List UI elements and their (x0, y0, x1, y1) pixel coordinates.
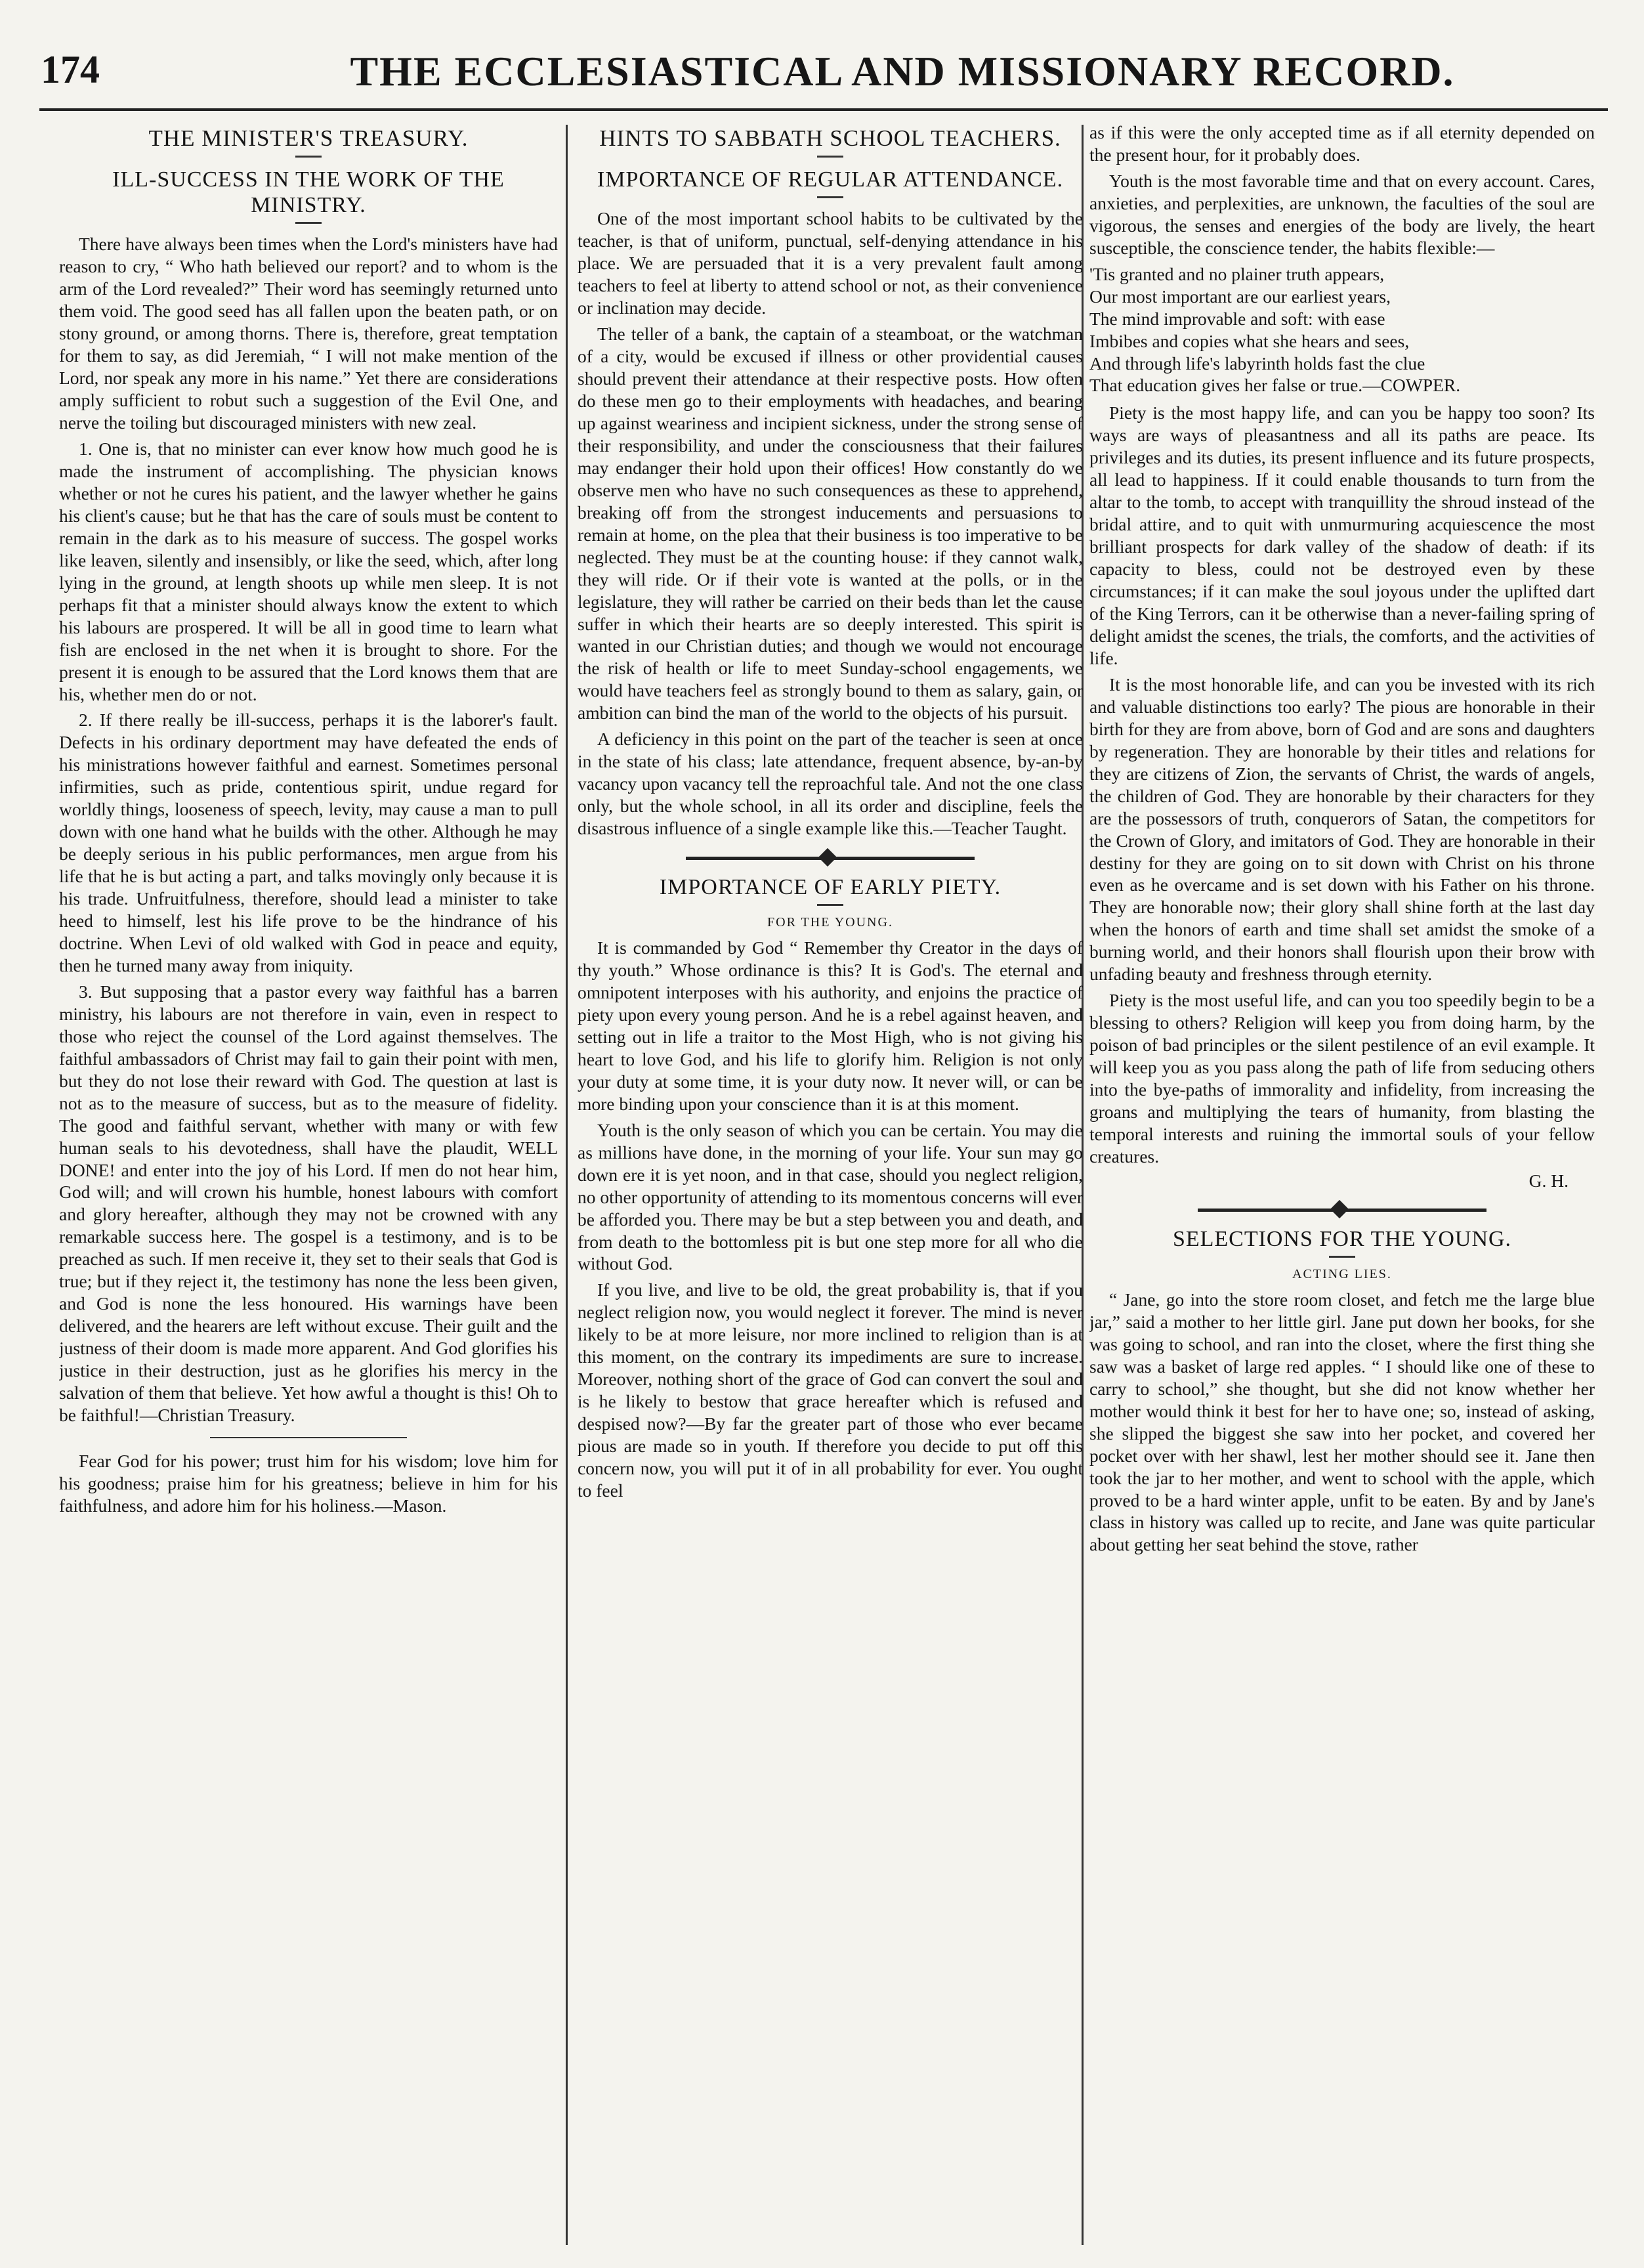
paragraph: Piety is the most useful life, and can you too speedily begin to be a blessing to others? Religion will keep you from doing harm, by the poison of bad principles or the silent pestilence of an evil example. It will keep you as you pass along the path of life from seducing others into the bye-paths of immorality and infidelity, from increasing the groans and multiplying the tears of humanity, from blasting the temporal interests and ruining the immortal souls of your fellow creatures. (1089, 990, 1595, 1166)
section-title: HINTS TO SABBATH SCHOOL TEACHERS. (599, 125, 1061, 151)
article-title: IMPORTANCE OF EARLY PIETY. (659, 875, 1001, 900)
divider (817, 904, 843, 906)
column-2 (578, 121, 1083, 2248)
verse-line: And through life's labyrinth holds fast the clue (1089, 353, 1425, 374)
column-3 (1089, 121, 1595, 2248)
paragraph: A deficiency in this point on the part of the teacher is seen at once in the state of his class; late attendance, frequent absence, by-an-by vacancy upon vacancy tell the reproachful tale. And not the one class only, but the whole school, in all its order and discipline, feels the disastrous influence of a single example like this.—Teacher Taught. (578, 729, 1083, 839)
verse-line: Our most important are our earliest years, (1089, 286, 1391, 307)
paragraph: It is the most honorable life, and can you be invested with its rich and valuable distinctions too early? The pious are honorable in their birth for they are from above, born of God and are sons and daughters by regeneration. They are honorable by their titles and relations for they are citizens of Zion, the servants of Christ, the wards of angels, the children of God. They are honorable by their characters for they are the possessors of truth, conquerors of Satan, the competitors for the Crown of Glory, and imitators of God. They are honorable in their destiny for they are going on to sit down with Christ on his throne even as he overcame and is set down with his Father on his throne. They are honorable now; their glory shall shine forth at the last day when the honors of earth and time shall set amidst the smoke of a burning world, and their honors shall flourish upon their brow with unfading beauty and freshness through eternity. (1089, 674, 1595, 985)
author-signature: G. H. (1528, 1170, 1569, 1191)
divider (817, 196, 843, 198)
paragraph: as if this were the only accepted time as if all eternity depended on the present hour, for it probably does. (1089, 122, 1595, 165)
divider (1329, 1256, 1355, 1258)
paragraph: One of the most important school habits to be cultivated by the teacher, is that of uniform, punctual, self-denying attendance in his place. We are persuaded that it is a very prevalent fault among teachers to feel at liberty to attend school or not, as their convenience or inclination may decide. (578, 208, 1083, 318)
paragraph: “ Jane, go into the store room closet, and fetch me the large blue jar,” said a mother to her little girl. Jane put down her books, for she was going to school, and ran into the closet, where the first thing she saw was a basket of large red apples. “ I should like one of these to carry to school,” she thought, but she did not know whether her mother would think it best for her to have one; so, instead of asking, she slipped the biggest she saw into her pocket, and covered her pocket over with her shawl, lest her mother should see it. Jane then took the jar to her mother, and went to school with the apple, which proved to be a hard winter apple, unfit to be eaten. By and by Jane's class in history was called up to recite, and Jane was quite particular about getting her seat behind the stove, rather (1089, 1289, 1595, 1555)
column-1 (59, 121, 558, 2248)
poem-quote (1089, 263, 1595, 397)
section-title: THE MINISTER'S TREASURY. (148, 125, 469, 151)
paragraph: It is commanded by God “ Remember thy Creator in the days of thy youth.” Whose ordinance is this? It is God's. The eternal and omnipotent interposes with his authority, and enjoins the practice of piety upon every young person. And he is a rebel against heaven, and setting out in life a traitor to the Most High, who is not giving his heart to love God, and his life to glorify him. Religion is not only your duty at some time, it is your duty now. It never will, or can be more binding upon your conscience than it is at this moment. (578, 937, 1083, 1114)
paragraph: Fear God for his power; trust him for his wisdom; love him for his goodness; praise him for his greatness; believe in him for his faithfulness, and adore him for his holiness.—Mason. (59, 1450, 558, 1516)
article-title: SELECTIONS FOR THE YOUNG. (1172, 1226, 1512, 1251)
divider (817, 156, 843, 158)
divider (295, 222, 322, 224)
paragraph: 1. One is, that no minister can ever know how much good he is made the instrument of accomplishing. The physician knows whether or not he cures his patient, and the lawyer whether he gains his client's cause; but he that has the care of souls must be content to remain in the dark as to his measure of success. The gospel works like leaven, silently and insensibly, or like the seed, which, after long lying in the ground, at length shoots up while men sleep. It is not perhaps fit that a minister should always know the extent to which his labours are prospered. It will be all in good time to learn what fish are enclosed in the net when it is brought to shore. For the present it is enough to be assured that the Lord knows them that are his, whether men do or not. (59, 439, 558, 704)
paragraph: The teller of a bank, the captain of a steamboat, or the watchman of a city, would be excused if illness or other providential causes should prevent their attendance at their respective posts. How often do these men go to their employments with headaches, and bearing up against weariness and incipient sickness, under the strong sense of their responsibility, and under the consciousness that their failures may endanger their hold upon their offices! How constantly do we observe men who have no such consequences as these to apprehend, breaking off from the strongest inducements and persuasions to remain at home, on the plea that their business is too imperative to be neglected. They must be at the counting house: if they cannot walk, they will ride. Or if their vote is wanted at the polls, or in the legislature, they will rather be carried on their beds than let the cause suffer in which their hearts are so deeply interested. This spirit is wanted in our Christian duties; and though we would not encourage the risk of health or life to meet Sunday-school engagements, we would have teachers feel as strongly bound to them as salary, gain, or ambition can bind the man of the world to the objects of his pursuit. (578, 324, 1083, 723)
verse-line: The mind improvable and soft: with ease (1089, 308, 1385, 329)
column-rule (566, 125, 568, 2245)
paragraph: Youth is the most favorable time and that on every account. Cares, anxieties, and perplexities, are unknown, the faculties of the soul are vigorous, the senses and energies of the body are lively, the heart susceptible, the conscience tender, the habits flexible:— (1089, 170, 1595, 258)
paragraph: If you live, and live to be old, the great probability is, that if you neglect religion now, you would neglect it forever. The mind is never likely to be at more leisure, nor more inclined to religion than is at this moment, on the contrary its impediments are sure to increase. Moreover, nothing short of the grace of God can convert the soul and is he likely to bestow that grace hereafter which is refused and despised now?—By far the greater part of those who ever became pious are made so in youth. If therefore you decide to put off this concern now, you will put it of in all probability for ever. You ought to feel (578, 1279, 1083, 1501)
article-kicker: FOR THE YOUNG. (767, 915, 893, 930)
paragraph: Youth is the only season of which you can be certain. You may die as millions have done, in the morning of your life. Your sun may go down ere it is yet noon, and in that case, should you neglect religion, no other opportunity of attending to its momentous concerns will ever be afforded you. There may be but a step between you and death, and from death to the bottomless pit is but one step more for all who die without God. (578, 1119, 1083, 1274)
article-title: ILL-SUCCESS IN THE WORK OF THE MINISTRY. (112, 167, 505, 218)
masthead-title: THE ECCLESIASTICAL AND MISSIONARY RECORD. (350, 48, 1455, 95)
verse-line: 'Tis granted and no plainer truth appears, (1089, 263, 1385, 284)
article-kicker: ACTING LIES. (1292, 1266, 1392, 1281)
paragraph: Piety is the most happy life, and can you be happy too soon? Its ways are ways of pleasantness and all its paths are peace. Its privileges and its duties, its present influence and its future prospects, all lead to happiness. If it could enable thousands to turn from the altar to the tomb, to accept with tranquillity the shroud instead of the bridal attire, and to quit with unmurmuring acquiescence the most brilliant prospects for dark valley of the shadow of death: if its capacity to bless, could not be destroyed even by these circumstances; if it can make the soul joyous under the uplifted dart of the King Terrors, can it be otherwise than a never-failing spring of delight amidst the scenes, the trials, the comforts, and the activities of life. (1089, 402, 1595, 668)
paragraph: There have always been times when the Lord's ministers have had reason to cry, “ Who hath believed our report? and to whom is the arm of the Lord revealed?” Their word has seemingly returned unto them void. The good seed has all fallen upon the beaten path, or on stony ground, or among thorns. There is, therefore, great temptation for them to say, as did Jeremiah, “ I will not make mention of the Lord, nor speak any more in his name.” Yet there are considerations amply sufficient to robut such a suggestion of the Evil One, and nerve the toiling but discouraged ministers with new zeal. (59, 234, 558, 433)
divider (295, 156, 322, 158)
article-title: IMPORTANCE OF REGULAR ATTENDANCE. (597, 167, 1064, 192)
ornamental-divider (686, 857, 975, 860)
divider (210, 1437, 407, 1438)
paragraph: 3. But supposing that a pastor every way faithful has a barren ministry, his labours are not therefore in vain, even in respect to those who reject the counsel of the Lord against themselves. The faithful ambassadors of Christ may fail to gain their point with men, but they do not lose their reward with God. The question at last is not as to the measure of success, but as to the measure of fidelity. The good and faithful servant, whether with many or with few human seals to his devotedness, shall have the plaudit, WELL DONE! and enter into the joy of his Lord. If men do not hear him, God will; and will crown his humble, honest labours with comfort and glory hereafter, although they may not be crowned with any remarkable success here. The gospel is a testimony, and is to be preached as such. If men receive it, they set to their seals that God is true; but if they reject it, the testimony has none the less been given, and God is none the less honoured. His warnings have been delivered, and the hearers are left without excuse. Their guilt and the justness of their doom is made more apparent. And God glorifies his justice in their destruction, just as he glorifies his mercy in the salvation of them that believe. Yet how awful a thought is this! Oh to be faithful!—Christian Treasury. (59, 981, 558, 1425)
verse-line: Imbibes and copies what she hears and sees, (1089, 330, 1410, 351)
paragraph: 2. If there really be ill-success, perhaps it is the laborer's fault. Defects in his ordinary deportment may have defeated the ends of his ministrations however faithful and earnest. Sometimes personal infirmities, such as pride, contentious spirit, undue regard for worldly things, looseness of speech, levity, may cause a man to pull down with one hand what he builds with the other. Although he may be deeply serious in his public performances, men argue from his life that he is but acting a part, and talks movingly only because it is his trade. Unfruitfulness, therefore, should lead a minister to take heed to himself, lest his life prove to be the hindrance of his doctrine. When Levi of old walked with God in peace and equity, then he turned many away from iniquity. (59, 710, 558, 975)
verse-line: That education gives her false or true.—COWPER. (1089, 375, 1461, 396)
ornamental-divider (1198, 1209, 1486, 1212)
masthead-rule (39, 108, 1608, 111)
page-number: 174 (41, 48, 100, 91)
